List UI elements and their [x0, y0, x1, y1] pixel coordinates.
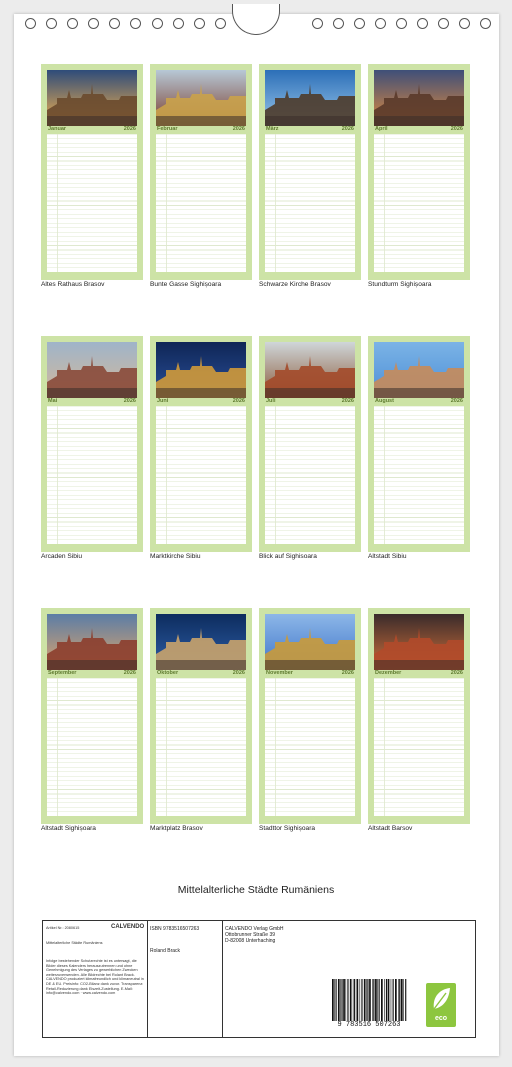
month-caption: Marktkirche Sibiu [150, 553, 201, 560]
planner-grid [47, 134, 137, 272]
month-year: 2026 [450, 126, 463, 132]
binding-hole [438, 18, 449, 29]
binding-hole [417, 18, 428, 29]
month-header [156, 670, 246, 677]
month-year: 2026 [450, 398, 463, 404]
month-year: 2026 [232, 670, 245, 676]
month-photo [47, 70, 137, 126]
month-year: 2026 [450, 670, 463, 676]
month-year: 2026 [123, 670, 136, 676]
planner-grid [265, 406, 355, 544]
month-year: 2026 [341, 398, 354, 404]
month-header [47, 670, 137, 677]
month-header [156, 126, 246, 133]
month-name: Mai [48, 398, 58, 404]
month-caption: Blick auf Sighisoara [259, 553, 317, 560]
binding-hole [396, 18, 407, 29]
leaf-icon [426, 983, 456, 1015]
footer-info-column [43, 921, 148, 1037]
month-photo [265, 70, 355, 126]
binding-hole [46, 18, 57, 29]
month-photo [265, 342, 355, 398]
month-caption: Arcaden Sibiu [41, 553, 83, 560]
month-caption: Altstadt Sighișoara [41, 825, 96, 832]
month-year: 2026 [232, 398, 245, 404]
month-year: 2026 [341, 670, 354, 676]
month-photo [47, 342, 137, 398]
month-photo [374, 614, 464, 670]
month-card [41, 336, 143, 552]
month-card [368, 336, 470, 552]
publisher-street: Ottobrunner Straße 39 [225, 932, 276, 938]
month-name: August [375, 398, 394, 404]
barcode-digits: 9 783516 507263 [337, 1021, 401, 1029]
binding-hole [173, 18, 184, 29]
month-name: September [48, 670, 77, 676]
planner-grid [374, 678, 464, 816]
eco-label: eco [434, 1015, 448, 1022]
month-caption: Marktplatz Brasov [150, 825, 203, 832]
month-card [150, 608, 252, 824]
month-card [259, 64, 361, 280]
month-card [150, 336, 252, 552]
planner-grid [156, 678, 246, 816]
month-year: 2026 [232, 126, 245, 132]
month-name: Juli [266, 398, 276, 404]
binding-hole [354, 18, 365, 29]
binding-hole [333, 18, 344, 29]
month-year: 2026 [123, 398, 136, 404]
planner-grid [265, 678, 355, 816]
binding-hole [459, 18, 470, 29]
month-photo [156, 342, 246, 398]
publisher-city: D-82008 Unterhaching [225, 938, 276, 944]
month-card [150, 64, 252, 280]
publisher-name: CALVENDO Verlag GmbH [225, 926, 284, 932]
month-header [265, 670, 355, 677]
planner-grid [47, 678, 137, 816]
binding-hole [194, 18, 205, 29]
month-card [259, 336, 361, 552]
binding-hole [130, 18, 141, 29]
month-photo [374, 70, 464, 126]
month-caption: Bunte Gasse Sighișoara [150, 281, 222, 288]
month-card [41, 608, 143, 824]
month-photo [156, 70, 246, 126]
month-header [265, 126, 355, 133]
month-caption: Schwarze Kirche Brasov [259, 281, 331, 288]
month-name: Februar [157, 126, 178, 132]
binding-hole [88, 18, 99, 29]
month-name: Juni [157, 398, 169, 404]
month-caption: Altes Rathaus Brasov [41, 281, 105, 288]
planner-grid [156, 406, 246, 544]
month-name: Oktober [157, 670, 179, 676]
month-name: Dezember [375, 670, 402, 676]
brand-logo: CALVENDO [111, 924, 145, 930]
month-photo [47, 614, 137, 670]
month-photo [374, 342, 464, 398]
binding-hole [375, 18, 386, 29]
planner-grid [265, 134, 355, 272]
legal-text: Infolge bestehender Schutzrechte ist es untersagt, die Bilder dieses Kalenders herauszutrennen und ohne Genehmigung des Verlages zu gewerblichen Zwecken weiterzuverwenden. Alle Bildrechte bei Rolant Brack. CALVENDO produziert klimafreundlich und klimaneutral in DE & EU. Preisinfo: CO2-Bilanz dank zuvor. Transparenz: Retail-Reduzierung dank Eiszeit-Zustellung. E-Mail: info@calvendo.com · www.calvendo.com [46, 959, 144, 996]
month-name: April [375, 126, 388, 132]
binding-hole [215, 18, 226, 29]
binding-hole [109, 18, 120, 29]
month-caption: Altstadt Sibiu [368, 553, 407, 560]
month-caption: Stadttor Sighișoara [259, 825, 316, 832]
planner-grid [374, 406, 464, 544]
planner-grid [156, 134, 246, 272]
eco-badge [426, 983, 456, 1027]
month-name: März [266, 126, 279, 132]
month-card [41, 64, 143, 280]
footer-subtitle: Mittelalterliche Städte Rumäniens [46, 941, 103, 945]
author: Roland Brack [150, 948, 181, 954]
month-card [259, 608, 361, 824]
month-caption: Stundturm Sighișoara [368, 281, 432, 288]
month-year: 2026 [123, 126, 136, 132]
month-header [265, 398, 355, 405]
footer-isbn-column [147, 921, 223, 1037]
planner-grid [47, 406, 137, 544]
back-footer [42, 920, 476, 1038]
binding-hole [152, 18, 163, 29]
month-card [368, 608, 470, 824]
article-number: Artikel Nr.: 2080615 [46, 926, 80, 930]
month-header [47, 398, 137, 405]
month-header [47, 126, 137, 133]
footer-publisher-column [222, 921, 332, 1037]
month-header [374, 126, 464, 133]
month-name: November [266, 670, 293, 676]
month-photo [156, 614, 246, 670]
binding-hole [25, 18, 36, 29]
binding-hole [480, 18, 491, 29]
month-name: Januar [48, 126, 67, 132]
binding-hole [67, 18, 78, 29]
month-caption: Altstadt Barsov [368, 825, 413, 832]
month-year: 2026 [341, 126, 354, 132]
calendar-title: Mittelalterliche Städte Rumäniens [177, 884, 335, 896]
isbn: ISBN 9783516507263 [150, 926, 200, 932]
month-header [374, 670, 464, 677]
month-header [156, 398, 246, 405]
planner-grid [374, 134, 464, 272]
month-header [374, 398, 464, 405]
month-photo [265, 614, 355, 670]
binding-hole [312, 18, 323, 29]
month-card [368, 64, 470, 280]
